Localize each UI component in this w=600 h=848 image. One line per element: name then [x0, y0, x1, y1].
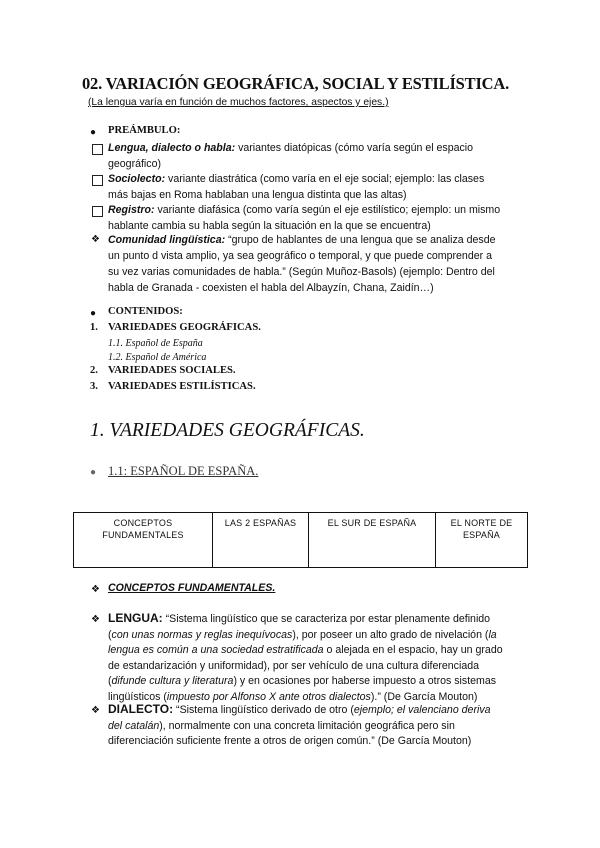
lengua-definition	[108, 611, 503, 705]
definition: variantes diatópicas (cómo varía según el espacio geográfico)	[108, 142, 474, 170]
text: ), normalmente con una concreta limitación geográfica pero sin diferenciación suficiente frente a otros de origen común.” (De García Mouton)	[108, 719, 472, 747]
term: Registro:	[108, 204, 155, 216]
term: LENGUA:	[108, 611, 163, 625]
list-number: 2.	[90, 365, 98, 376]
preambulo-item-lengua	[108, 140, 503, 172]
diamond-bullet-icon: ❖	[91, 584, 100, 595]
table-row	[74, 513, 528, 568]
diamond-bullet-icon: ❖	[91, 234, 100, 245]
bullet-dot-icon: ●	[90, 467, 97, 478]
contenidos-subitem: 1.2. Español de América	[108, 352, 207, 363]
text: “Sistema lingüístico que se caracteriza por estar plenamente definido (	[108, 613, 491, 641]
subsection-heading: 1.1: ESPAÑOL DE ESPAÑA.	[108, 464, 259, 478]
section-heading: 1. VARIEDADES GEOGRÁFICAS.	[90, 420, 365, 441]
dialecto-definition	[108, 702, 503, 750]
text: “Sistema lingüístico derivado de otro (	[173, 704, 354, 716]
list-number: 3.	[90, 381, 98, 392]
term: DIALECTO:	[108, 702, 174, 716]
text: ).” (De García Mouton)	[370, 690, 478, 703]
text-italic: con unas normas y reglas inequívocas	[111, 628, 293, 641]
text-italic: la lengua es común a una sociedad estratificada	[108, 628, 497, 656]
contenidos-heading: CONTENIDOS:	[108, 306, 183, 317]
contenidos-item: VARIEDADES SOCIALES.	[108, 365, 236, 376]
bullet-dot-icon: ●	[90, 308, 97, 319]
definition: variante diastrática (como varía en el eje social; ejemplo: las clases más bajas en Roma hablaban una lengua distinta que las altas)	[108, 173, 485, 201]
table-cell: EL NORTE DE ESPAÑA	[436, 513, 528, 568]
text: ), por poseer un alto grado de nivelación (	[292, 628, 489, 641]
preambulo-item-registro	[108, 202, 503, 234]
term: Comunidad lingüística:	[108, 234, 226, 246]
diamond-bullet-icon: ❖	[91, 614, 100, 625]
preambulo-item-comunidad	[108, 232, 503, 296]
table-cell: LAS 2 ESPAÑAS	[213, 513, 309, 568]
preambulo-heading: PREÁMBULO:	[108, 125, 181, 136]
preambulo-item-sociolecto	[108, 171, 503, 203]
text: o alejada en el espacio, hay un grado de estandarización y uniformidad), por ser vehículo de una cultura diferenciada (	[108, 644, 503, 687]
page-title: 02. VARIACIÓN GEOGRÁFICA, SOCIAL Y ESTILÍSTICA.	[82, 74, 510, 93]
checkbox-icon	[92, 206, 103, 217]
page-subtitle: (La lengua varía en función de muchos factores, aspectos y ejes.)	[88, 97, 389, 108]
contenidos-item: VARIEDADES GEOGRÁFICAS.	[108, 322, 261, 333]
text-italic: difunde cultura y literatura	[111, 675, 234, 687]
text: ) y en ocasiones por haberse impuesto a otros sistemas lingüísticos (	[108, 675, 497, 703]
list-number: 1.	[90, 322, 98, 333]
table-cell: CONCEPTOS FUNDAMENTALES	[74, 513, 213, 568]
text-italic: impuesto por Alfonso X ante otros dialectos	[166, 690, 371, 703]
checkbox-icon	[92, 175, 103, 186]
concepts-table	[73, 512, 528, 568]
bullet-dot-icon: ●	[90, 127, 97, 138]
contenidos-item: VARIEDADES ESTILÍSTICAS.	[108, 381, 256, 392]
definition: “grupo de hablantes de una lengua que se analiza desde un punto d vista amplio, ya sea geográfico o temporal, y que puede comprender a su vez varias comunidades de habla.” (Según Muñoz-Basols) (ejemplo: Dentro del habla de Granada - coexisten el habla del Albayzín, Chana, Zaidín…)	[108, 234, 496, 294]
definition: variante diafásica (como varía según el eje estilístico; ejemplo: un mismo hablante cambia su habla según la situación en la que se encuentra)	[108, 204, 501, 232]
term: Sociolecto:	[108, 173, 166, 185]
table-cell: EL SUR DE ESPAÑA	[309, 513, 436, 568]
contenidos-subitem: 1.1. Español de España	[108, 338, 203, 349]
checkbox-icon	[92, 144, 103, 155]
text-italic: ejemplo; el valenciano deriva del catalán	[108, 704, 491, 732]
term: Lengua, dialecto o habla:	[108, 142, 236, 154]
conceptos-heading: CONCEPTOS FUNDAMENTALES.	[108, 582, 276, 594]
diamond-bullet-icon: ❖	[91, 705, 100, 716]
